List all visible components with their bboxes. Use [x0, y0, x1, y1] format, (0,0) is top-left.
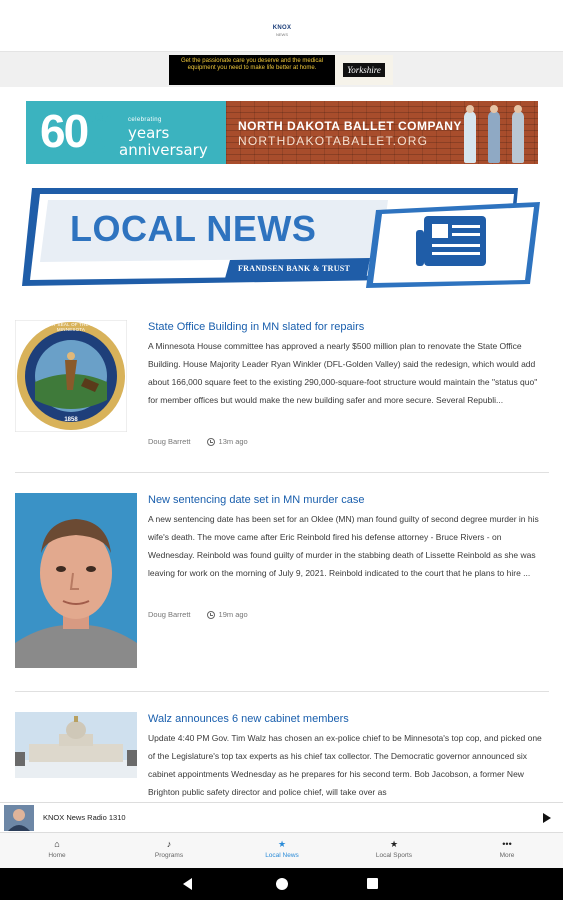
back-icon[interactable] — [183, 878, 192, 890]
nav-label: Programs — [154, 852, 184, 859]
star-icon: ★ — [389, 839, 399, 849]
star-icon: ★ — [277, 839, 287, 849]
article-card[interactable] — [15, 493, 549, 673]
anniversary-number: 60 — [40, 105, 88, 157]
article-excerpt: A new sentencing date has been set for an Oklee (MN) man found guilty of second degree murder in his wife's death. The move came after Eric Reinbold fired his defense attorney - Bruce Rivers - on Wednesday. Reinbold was found guilty of murder in the stabbing death of Lissette Reinbold as she was leaving for work on the morning of July 9, 2021. Reinbold indicated to the court that he plans to hire ... — [148, 514, 539, 578]
more-icon: ••• — [502, 839, 512, 849]
logo-line-1: KNOX — [272, 25, 292, 31]
article-meta — [148, 437, 248, 446]
article-meta — [148, 610, 248, 619]
article-excerpt: A Minnesota House committee has approved a nearly $500 million plan to renovate the State Office Building. House Majority Leader Ryan Winkler (DFL-Golden Valley) said the redesign, which would add about 166,000 square feet to the existing 290,000-square-foot structure would maintain the "status quo" for member offices but would make the new building safer and more secure. Several Republi... — [148, 341, 538, 405]
clock-icon — [207, 438, 215, 446]
article-author: Doug Barrett — [148, 610, 191, 619]
home-icon: ⌂ — [54, 839, 60, 849]
home-circle-icon[interactable] — [276, 878, 288, 890]
nav-label: Local News — [265, 852, 299, 859]
article-thumbnail[interactable] — [15, 493, 137, 668]
microphone-icon: ♪ — [166, 839, 172, 849]
article-thumbnail[interactable] — [15, 712, 137, 778]
host-photo — [4, 805, 34, 831]
article-excerpt: Update 4:40 PM Gov. Tim Walz has chosen an ex-police chief to be Minnesota's top cop, and picked one of the Legislature's top tax experts as his chief tax collector. The Democratic governor announced six cabinet appointments Wednesday as he prepares for his second term. Bob Jacobson, a former New Brighton public safety director and police chief, will take over as — [148, 733, 542, 797]
seal-text: THE GREAT SEAL OF THE STATE OF MINNESOTA — [28, 322, 114, 332]
nav-item-home[interactable] — [12, 837, 102, 861]
ad-text: Get the passionate care you deserve and the medical equipment you need to make life better at home. — [180, 58, 324, 71]
anniversary-panel — [26, 101, 226, 164]
play-icon[interactable] — [543, 813, 551, 823]
article-card[interactable] — [15, 320, 549, 460]
ballet-ad-banner[interactable] — [26, 101, 538, 164]
nav-item-local-sports[interactable] — [349, 837, 439, 861]
station-logo[interactable] — [270, 25, 294, 37]
article-time: 19m ago — [218, 610, 248, 619]
sponsor-name: FRANDSEN BANK & TRUST — [238, 264, 351, 273]
system-navigation-bar — [0, 868, 563, 900]
local-news-title: LOCAL NEWS — [70, 208, 317, 249]
player-station-title: KNOX News Radio 1310 — [43, 813, 126, 822]
ad-brand-logo[interactable] — [335, 55, 393, 85]
article-title[interactable]: New sentencing date set in MN murder case — [148, 494, 365, 506]
nav-item-programs[interactable] — [124, 837, 214, 861]
article-time: 13m ago — [218, 437, 248, 446]
article-title[interactable]: Walz announces 6 new cabinet members — [148, 713, 349, 725]
mugshot-image — [15, 493, 137, 668]
nav-label: Home — [48, 852, 66, 859]
article-author: Doug Barrett — [148, 437, 191, 446]
divider — [15, 691, 549, 692]
dancer-silhouette-icon — [84, 111, 114, 155]
celebrating-text: celebrating — [128, 117, 162, 123]
nav-label: Local Sports — [375, 852, 413, 859]
advertisement-banner[interactable] — [169, 55, 335, 85]
recent-apps-icon[interactable] — [367, 878, 378, 889]
state-seal-image — [15, 320, 127, 432]
nav-item-local-news[interactable] — [237, 837, 327, 861]
seal-year: 1858 — [64, 417, 78, 423]
logo-line-2: NEWS — [276, 32, 288, 37]
article-card[interactable] — [15, 712, 549, 802]
dancer-figure — [464, 111, 476, 163]
app-header — [0, 0, 563, 52]
ballet-company-name: NORTH DAKOTA BALLET COMPANY — [238, 119, 462, 133]
clock-icon — [207, 611, 215, 619]
player-thumbnail — [4, 805, 34, 831]
article-title[interactable]: State Office Building in MN slated for repairs — [148, 321, 365, 333]
dancer-figure — [488, 111, 500, 163]
article-thumbnail[interactable] — [15, 320, 127, 432]
capitol-building-image — [15, 712, 137, 778]
ballet-company-url: NORTHDAKOTABALLET.ORG — [238, 134, 429, 148]
dancer-figure — [512, 111, 524, 163]
years-text: years — [128, 124, 170, 142]
audio-player-bar[interactable] — [0, 802, 563, 832]
nav-item-more[interactable] — [462, 837, 552, 861]
ad-brand-text: Yorkshire — [343, 63, 385, 77]
bottom-navigation — [0, 832, 563, 868]
divider — [15, 472, 549, 473]
anniversary-text: anniversary — [119, 141, 208, 159]
nav-label: More — [499, 852, 515, 859]
local-news-banner — [18, 182, 546, 294]
ballet-company-panel — [226, 101, 538, 164]
